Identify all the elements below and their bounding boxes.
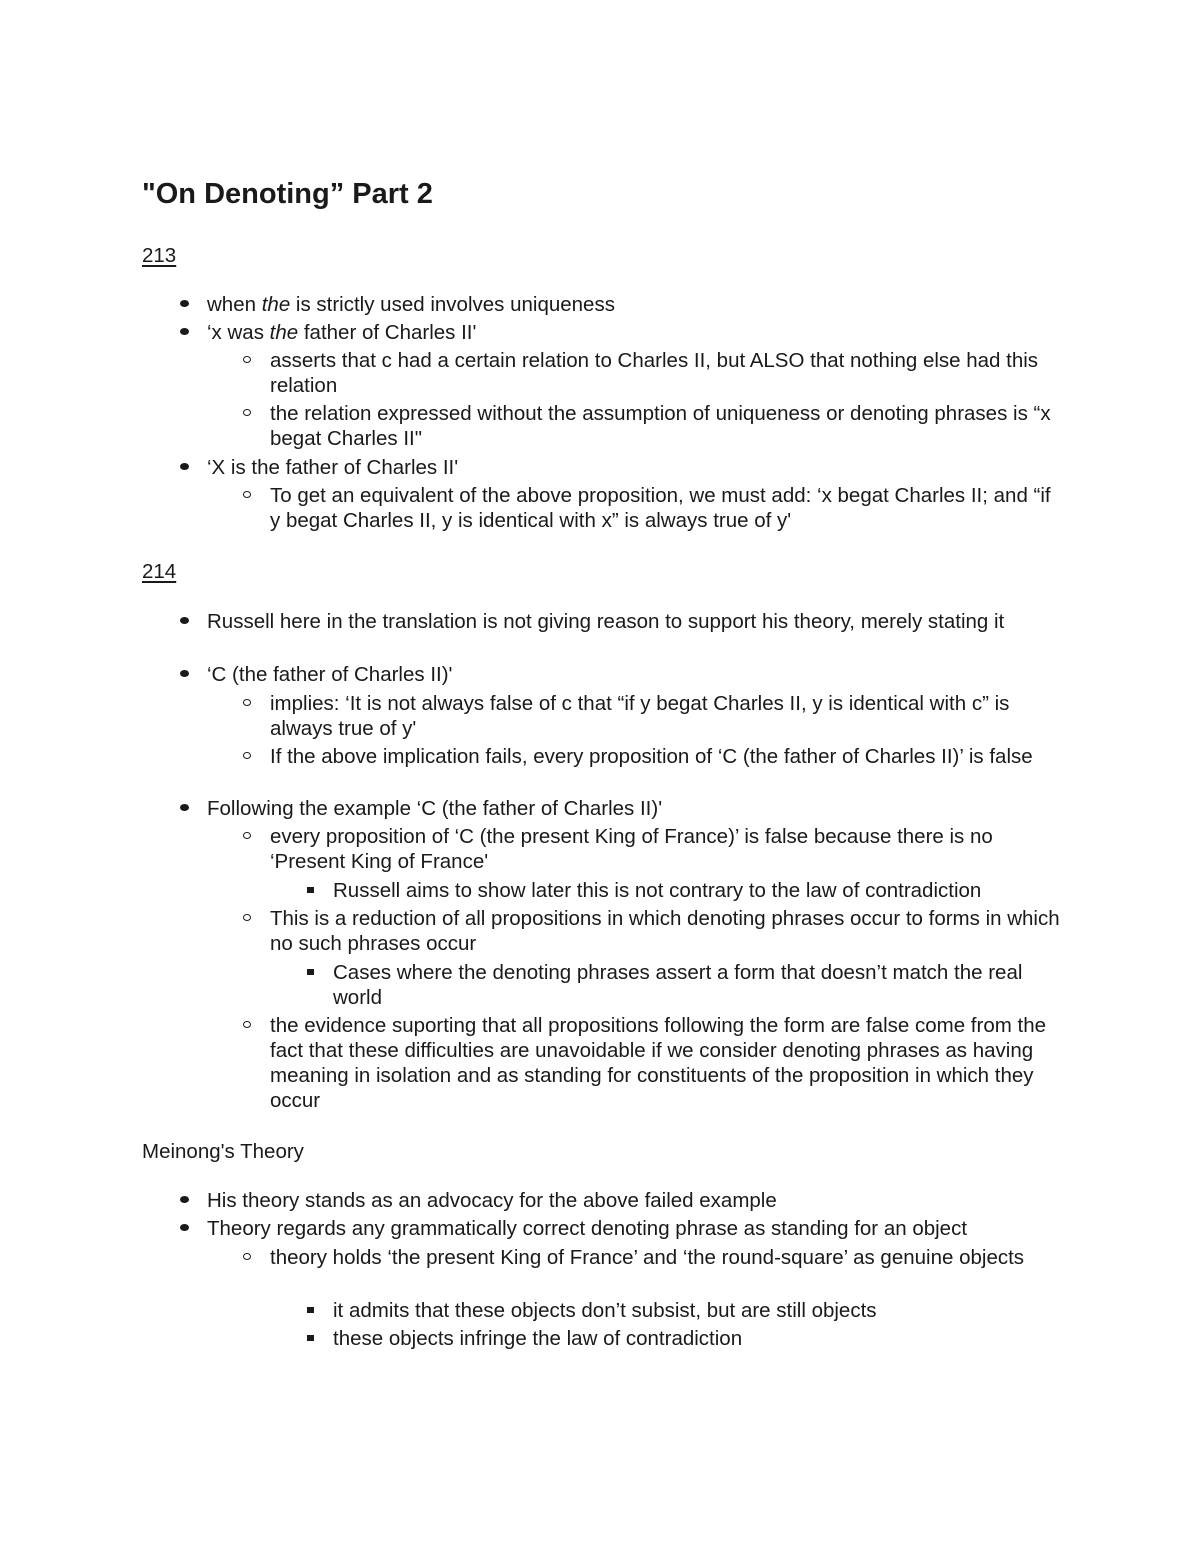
square-bullet-icon bbox=[307, 969, 314, 975]
list-item: This is a reduction of all propositions in which denoting phrases occur to forms in which no such phrases occur bbox=[270, 906, 1060, 956]
hollow-bullet-icon bbox=[243, 491, 251, 498]
page-title: "On Denoting” Part 2 bbox=[142, 178, 433, 210]
list-item: ‘X is the father of Charles II' bbox=[207, 455, 1062, 480]
list-item: ‘C (the father of Charles II)' bbox=[207, 662, 1062, 687]
filled-bullet-icon bbox=[180, 1196, 189, 1203]
filled-bullet-icon bbox=[180, 1224, 189, 1231]
section-heading-meinong: Meinong's Theory bbox=[142, 1140, 304, 1163]
list-item: the evidence suporting that all propositions following the form are false come from the fact that these difficulties are unavoidable if we consider denoting phrases as having meaning in isolation and as standing for constituents of the proposition in which they occur bbox=[270, 1013, 1060, 1113]
list-item: it admits that these objects don’t subsist, but are still objects bbox=[333, 1298, 1063, 1323]
list-item: ‘x was the father of Charles II' bbox=[207, 320, 1062, 345]
list-item: the relation expressed without the assumption of uniqueness or denoting phrases is “x begat Charles II" bbox=[270, 401, 1060, 451]
filled-bullet-icon bbox=[180, 617, 189, 624]
list-item: when the is strictly used involves uniqueness bbox=[207, 292, 1062, 317]
square-bullet-icon bbox=[307, 1307, 314, 1313]
hollow-bullet-icon bbox=[243, 699, 251, 706]
section-heading-214: 214 bbox=[142, 560, 177, 583]
list-item: His theory stands as an advocacy for the above failed example bbox=[207, 1188, 1062, 1213]
list-item: Russell aims to show later this is not contrary to the law of contradiction bbox=[333, 878, 1063, 903]
hollow-bullet-icon bbox=[243, 1021, 251, 1028]
list-item: every proposition of ‘C (the present King of France)’ is false because there is no ‘Present King of France' bbox=[270, 824, 1060, 874]
hollow-bullet-icon bbox=[243, 1253, 251, 1260]
list-item: asserts that c had a certain relation to Charles II, but ALSO that nothing else had this relation bbox=[270, 348, 1060, 398]
list-item: Cases where the denoting phrases assert a form that doesn’t match the real world bbox=[333, 960, 1063, 1010]
hollow-bullet-icon bbox=[243, 409, 251, 416]
hollow-bullet-icon bbox=[243, 832, 251, 839]
filled-bullet-icon bbox=[180, 300, 189, 307]
list-item: implies: ‘It is not always false of c that “if y begat Charles II, y is identical with c” is always true of y' bbox=[270, 691, 1060, 741]
list-item: If the above implication fails, every proposition of ‘C (the father of Charles II)’ is false bbox=[270, 744, 1060, 769]
filled-bullet-icon bbox=[180, 804, 189, 811]
section-heading-213: 213 bbox=[142, 244, 177, 267]
filled-bullet-icon bbox=[180, 670, 189, 677]
filled-bullet-icon bbox=[180, 328, 189, 335]
filled-bullet-icon bbox=[180, 463, 189, 470]
list-item: Theory regards any grammatically correct denoting phrase as standing for an object bbox=[207, 1216, 1062, 1241]
list-item: Following the example ‘C (the father of Charles II)' bbox=[207, 796, 1062, 821]
square-bullet-icon bbox=[307, 1335, 314, 1341]
square-bullet-icon bbox=[307, 887, 314, 893]
list-item: theory holds ‘the present King of France’ and ‘the round-square’ as genuine objects bbox=[270, 1245, 1060, 1270]
hollow-bullet-icon bbox=[243, 914, 251, 921]
hollow-bullet-icon bbox=[243, 356, 251, 363]
list-item: Russell here in the translation is not giving reason to support his theory, merely stating it bbox=[207, 609, 1062, 634]
list-item: these objects infringe the law of contradiction bbox=[333, 1326, 1063, 1351]
hollow-bullet-icon bbox=[243, 752, 251, 759]
list-item: To get an equivalent of the above proposition, we must add: ‘x begat Charles II; and “if y begat Charles II, y is identical with x” is always true of y' bbox=[270, 483, 1060, 533]
